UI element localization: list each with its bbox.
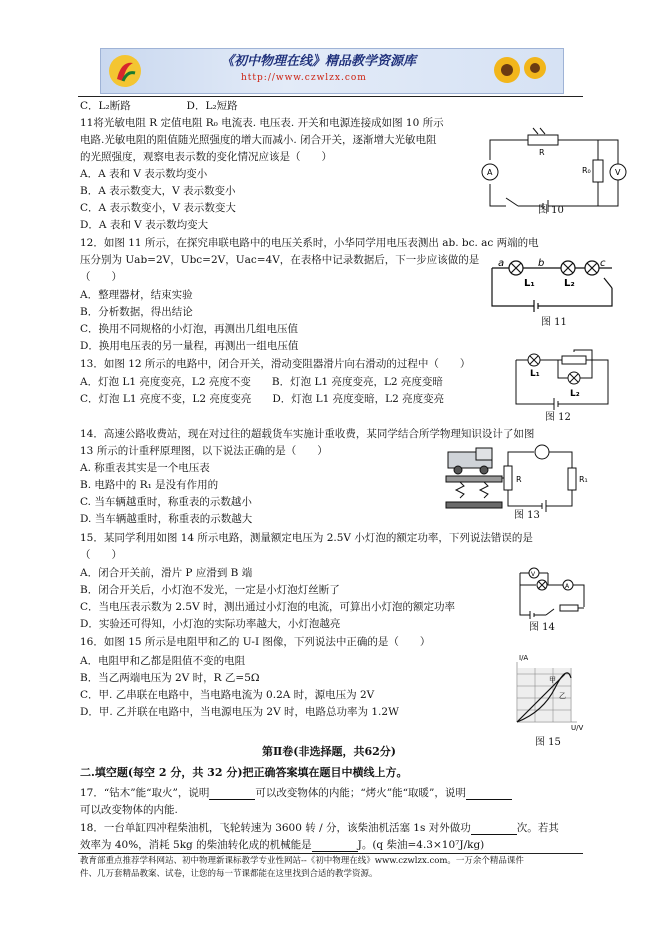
q17-blank-2[interactable] bbox=[466, 788, 512, 800]
q12-stem-3: （ ） bbox=[80, 271, 122, 283]
q14-stem-1: 14．高速公路收费站，现在对过往的超载货车实施计重收费，某同学结合所学物理知识设计了如图 bbox=[80, 428, 535, 440]
q14-stem-2: 13 所示的计重秤原理图，以下说法正确的是（ ） bbox=[80, 445, 328, 457]
q13-options-ab: A．灯泡 L1 亮度变亮，L2 亮度不变 B．灯泡 L1 亮度变亮，L2 亮度变暗 bbox=[80, 376, 443, 388]
fig11-caption: 图 11 bbox=[541, 317, 567, 328]
fig14-voltmeter-glyph: V bbox=[531, 571, 536, 578]
q16-option-d: D．甲. 乙并联在电路中，当电源电压为 2V 时，电路总功率为 1.2W bbox=[80, 706, 399, 718]
q11-stem-2: 电路.光敏电阻的阻值随光照强度的增大而减小. 闭合开关，逐渐增大光敏电阻 bbox=[80, 134, 437, 146]
q17-part3: 可以改变物体的内能. bbox=[80, 804, 178, 816]
q10-options-cd: C．L₂断路 D．L₂短路 bbox=[80, 100, 238, 112]
q13-stem: 13．如图 12 所示的电路中，闭合开关，滑动变阻器滑片向右滑动的过程中（ ） bbox=[80, 358, 471, 370]
footer-rule bbox=[78, 853, 583, 854]
figure-11-circuit bbox=[488, 256, 618, 312]
q12-option-a: A．整理器材，结束实验 bbox=[80, 289, 193, 301]
fig12-caption: 图 12 bbox=[545, 412, 571, 423]
header-url: http://www.czwlzx.com bbox=[241, 73, 367, 83]
fig15-label-yi: 乙 bbox=[559, 692, 566, 700]
fig10-label-voltmeter: V bbox=[615, 168, 621, 177]
fig15-label-xaxis: U/V bbox=[571, 724, 584, 732]
q14-option-c: C. 当车辆越重时，称重表的示数越小 bbox=[80, 496, 252, 508]
fig12-label-l1: L₁ bbox=[530, 369, 540, 379]
q17-line-1 bbox=[80, 787, 512, 800]
fig13-caption: 图 13 bbox=[514, 510, 540, 521]
q16-option-b: B．当乙两端电压为 2V 时，R 乙=5Ω bbox=[80, 672, 260, 684]
q18-line-1 bbox=[80, 822, 559, 835]
header-rule bbox=[78, 96, 583, 97]
q11-stem-3: 的光照强度，观察电表示数的变化情况应该是（ ） bbox=[80, 151, 332, 163]
q11-option-d: D．A 表和 V 表示数均变大 bbox=[80, 219, 209, 231]
site-logo-icon bbox=[107, 53, 143, 89]
q15-option-d: D．实验还可得知，小灯泡的实际功率越大，小灯泡越亮 bbox=[80, 618, 341, 630]
figure-14-circuit bbox=[516, 567, 596, 623]
fig10-caption: 图 10 bbox=[538, 205, 564, 216]
fig11-label-a: a bbox=[498, 258, 505, 269]
footer-line-2: 件、几万套精品教案、试卷，让您的每一节课都能在这里找到合适的教学资源。 bbox=[80, 869, 378, 879]
fig14-caption: 图 14 bbox=[529, 622, 555, 633]
fig10-label-ammeter: A bbox=[487, 168, 493, 177]
fig13-label-r: R bbox=[516, 475, 522, 484]
fig11-label-b: b bbox=[538, 258, 545, 269]
q16-stem: 16．如图 15 所示是电阻甲和乙的 U-I 图像，下列说法中正确的是（ ） bbox=[80, 636, 431, 648]
q14-option-b: B. 电路中的 R₁ 是没有作用的 bbox=[80, 479, 219, 491]
q16-option-c: C．甲. 乙串联在电路中，当电路电流为 0.2A 时，源电压为 2V bbox=[80, 689, 375, 701]
fig11-label-l2: L₂ bbox=[564, 278, 575, 289]
q12-option-b: B．分析数据，得出结论 bbox=[80, 306, 193, 318]
header-title: 《初中物理在线》精品教学资源库 bbox=[221, 54, 417, 69]
q18-part4: J。(q 柴油=4.3×10⁷J/kg) bbox=[357, 839, 485, 851]
q18-part3: 效率为 40%，消耗 5kg 的柴油转化成的机械能是 bbox=[80, 839, 312, 851]
fig15-label-jia: 甲 bbox=[549, 676, 556, 684]
figure-13-weighing-scale bbox=[446, 444, 602, 512]
q15-option-c: C．当电压表示数为 2.5V 时，测出通过小灯泡的电流，可算出小灯泡的额定功率 bbox=[80, 601, 455, 613]
q18-part1: 18．一台单缸四冲程柴油机，飞轮转速为 3600 转 / 分，该柴油机活塞 1s 对外做功 bbox=[80, 822, 471, 834]
footer-line-1: 教育部重点推荐学科网站、初中物理新课标教学专业性网站--《初中物理在线》www.czwlzx.com。一万余个精品课件 bbox=[80, 856, 524, 866]
q15-option-b: B．闭合开关后，小灯泡不发光，一定是小灯泡灯丝断了 bbox=[80, 584, 340, 596]
q12-stem-2: 压分别为 Uab=2V，Ubc=2V，Uac=4V，在表格中记录数据后，下一步应该做的是 bbox=[80, 254, 480, 266]
q11-stem-1: 11将光敏电阻 R 定值电阻 R₀ 电流表. 电压表. 开关和电源连接成如图 10 所示 bbox=[80, 117, 444, 129]
q17-blank-1[interactable] bbox=[209, 788, 255, 800]
q11-option-b: B．A 表示数变大，V 表示数变小 bbox=[80, 185, 236, 197]
q17-part2: 可以改变物体的内能；“烤火”能“取暖”，说明 bbox=[255, 787, 466, 799]
q12-option-c: C．换用不同规格的小灯泡，再测出几组电压值 bbox=[80, 323, 299, 335]
fig10-label-r0: R₀ bbox=[582, 166, 591, 175]
fig10-label-r: R bbox=[539, 148, 545, 157]
fig11-label-c: c bbox=[600, 258, 606, 269]
q15-option-a: A．闭合开关前，滑片 P 应滑到 B 端 bbox=[80, 567, 253, 579]
q15-stem-2: （ ） bbox=[80, 549, 122, 561]
q18-part2: 次。若其 bbox=[516, 822, 559, 834]
section-2-heading: 二.填空题(每空 2 分，共 32 分)把正确答案填在题目中横线上方。 bbox=[80, 766, 408, 779]
figure-15-ui-graph bbox=[503, 650, 583, 732]
sunflower-icon bbox=[485, 52, 555, 90]
fig13-label-r1: R₁ bbox=[579, 475, 588, 484]
q12-stem-1: 12．如图 11 所示，在探究串联电路中的电压关系时，小华同学用电压表测出 ab. bc. ac 两端的电 bbox=[80, 237, 539, 249]
q12-option-d: D．换用电压表的另一量程，再测出一组电压值 bbox=[80, 340, 299, 352]
figure-12-circuit bbox=[512, 350, 618, 410]
fig14-ammeter-glyph: A bbox=[565, 583, 570, 590]
q14-option-a: A. 称重表其实是一个电压表 bbox=[80, 462, 210, 474]
fig15-label-yaxis: I/A bbox=[519, 654, 529, 662]
q11-option-c: C．A 表示数变小，V 表示数变大 bbox=[80, 202, 236, 214]
section-2-title: 第Ⅱ卷(非选择题，共62分) bbox=[262, 745, 396, 758]
fig11-label-l1: L₁ bbox=[524, 278, 535, 289]
q16-option-a: A．电阻甲和乙都是阻值不变的电阻 bbox=[80, 655, 246, 667]
q14-option-d: D. 当车辆越重时，称重表的示数越大 bbox=[80, 513, 253, 525]
fig12-label-l2: L₂ bbox=[570, 389, 580, 399]
q15-stem-1: 15．某同学利用如图 14 所示电路，测量额定电压为 2.5V 小灯泡的额定功率，下列说法错误的是 bbox=[80, 532, 533, 544]
q18-line-2 bbox=[80, 839, 484, 852]
fig15-caption: 图 15 bbox=[535, 737, 561, 748]
header-banner bbox=[100, 48, 564, 94]
q17-part1: 17．“钻木”能“取火”，说明 bbox=[80, 787, 210, 799]
q18-blank-2[interactable] bbox=[312, 840, 358, 852]
q18-blank-1[interactable] bbox=[471, 823, 517, 835]
q13-options-cd: C．灯泡 L1 亮度不变，L2 亮度变亮 D．灯泡 L1 亮度变暗，L2 亮度变亮 bbox=[80, 393, 445, 405]
q11-option-a: A．A 表和 V 表示数均变小 bbox=[80, 168, 208, 180]
